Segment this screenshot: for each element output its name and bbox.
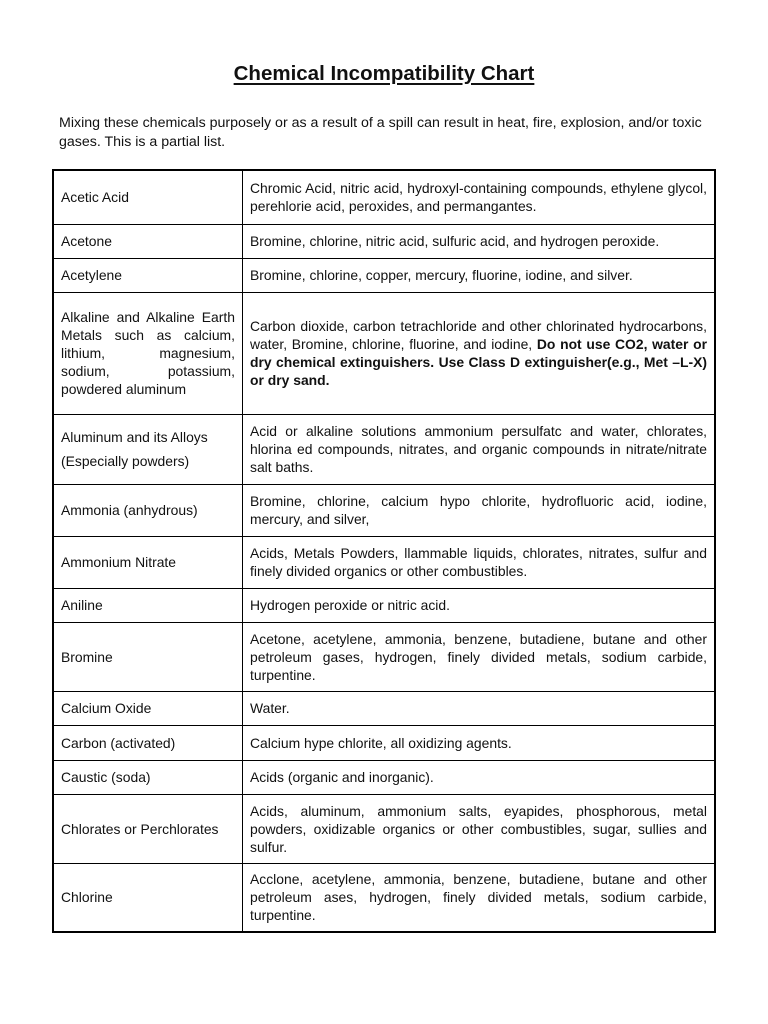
chemical-cell: Acetone [53,224,243,258]
chemical-cell: Ammonium Nitrate [53,536,243,588]
table-row [53,170,715,224]
table-row [53,725,715,760]
incompatible-cell: Acclone, acetylene, ammonia, benzene, butadiene, butane and other petroleum ases, hydrogen, finely divided metals, sodium carbide, turpentine. [243,863,716,932]
chemical-cell: Aniline [53,588,243,622]
chemical-name: Alkaline and Alkaline Earth Metals such as calcium, lithium, magnesium, sodium, potassium, powdered aluminum [61,309,235,397]
table-row [53,224,715,258]
extinguisher-warning: Do not use CO2, water or dry chemical extinguishers. Use Class D extinguisher(e.g., Met –L-X) or dry sand. [250,336,708,388]
table-row [53,588,715,622]
chemical-name: Aluminum and its Alloys [61,429,208,445]
chemical-cell: Carbon (activated) [53,725,243,760]
incompatible-cell: Water. [243,691,716,725]
chemical-cell: Acetylene [53,258,243,292]
table-row [53,622,715,691]
table-row [53,258,715,292]
table-row [53,414,715,484]
table-row [53,760,715,794]
incompatibility-table [52,169,716,933]
chemical-cell: Caustic (soda) [53,760,243,794]
table-row [53,863,715,932]
incompatible-cell: Acid or alkaline solutions ammonium persulfatc and water, chlorates, hlorina ed compounds, nitrates, and organic compounds in nitrate/nitrate salt baths. [243,414,716,484]
table-row [53,484,715,536]
incompatible-cell: Hydrogen peroxide or nitric acid. [243,588,716,622]
incompatible-cell: Bromine, chlorine, calcium hypo chlorite, hydrofluoric acid, iodine, mercury, and silver, [243,484,716,536]
incompatible-cell: Acids (organic and inorganic). [243,760,716,794]
chemical-cell [53,292,243,414]
incompatible-cell [243,292,716,414]
incompatible-cell: Acetone, acetylene, ammonia, benzene, butadiene, butane and other petroleum gases, hydrogen, finely divided metals, sodium carbide, turpentine. [243,622,716,691]
incompatible-cell: Acids, Metals Powders, llammable liquids, chlorates, nitrates, sulfur and finely divided organics or other combustibles. [243,536,716,588]
incompatible-cell: Bromine, chlorine, nitric acid, sulfuric acid, and hydrogen peroxide. [243,224,716,258]
table-row [53,794,715,863]
table-row [53,292,715,414]
incompatible-cell: Chromic Acid, nitric acid, hydroxyl-containing compounds, ethylene glycol, perehlorie acid, peroxides, and permangantes. [243,170,716,224]
chemical-cell [53,414,243,484]
table-row [53,691,715,725]
intro-paragraph: Mixing these chemicals purposely or as a result of a spill can result in heat, fire, explosion, and/or toxic gases. This is a partial list. [59,115,702,150]
chemical-cell: Calcium Oxide [53,691,243,725]
page-title: Chemical Incompatibility Chart [233,62,535,85]
incompatible-cell: Acids, aluminum, ammonium salts, eyapides, phosphorous, metal powders, oxidizable organics or other combustibles, sugar, sullies and sulfur. [243,794,716,863]
chemical-cell: Bromine [53,622,243,691]
chemical-cell: Acetic Acid [53,170,243,224]
incompatible-cell: Bromine, chlorine, copper, mercury, fluorine, iodine, and silver. [243,258,716,292]
incompatible-text: Carbon dioxide, carbon tetrachloride and other chlorinated hydrocarbons, water, Bromine, chlorine, fluorine, and iodine, [250,318,707,352]
chemical-cell: Chlorates or Perchlorates [53,794,243,863]
incompatible-cell: Calcium hype chlorite, all oxidizing agents. [243,725,716,760]
table-row [53,536,715,588]
chemical-cell: Ammonia (anhydrous) [53,484,243,536]
chemical-cell: Chlorine [53,863,243,932]
chemical-note: (Especially powders) [61,453,190,469]
